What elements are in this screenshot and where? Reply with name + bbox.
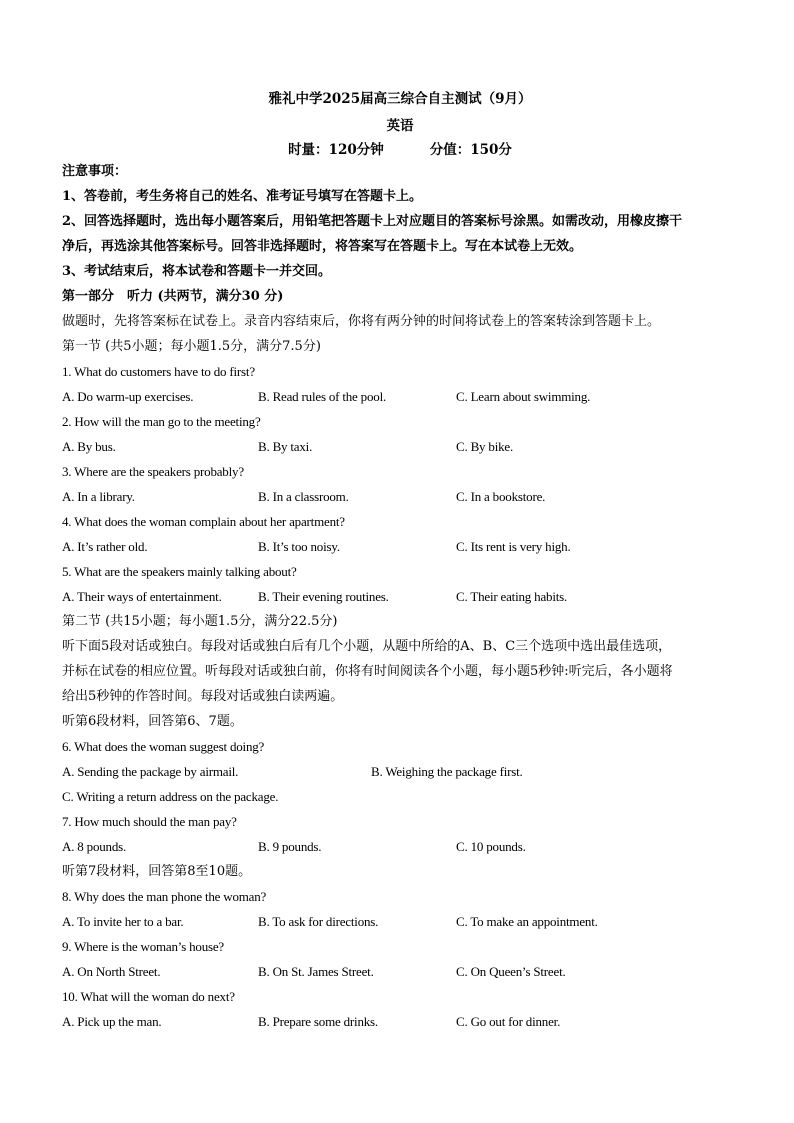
question-9: 9. Where is the woman’s house? [62, 939, 224, 954]
question-2: 2. How will the man go to the meeting? [62, 414, 261, 429]
exam-score: 分值：150分 [429, 142, 512, 158]
option-10-a: A. Pick up the man. [62, 1014, 162, 1029]
material-7-intro: 听第7段材料，回答第8至10题。 [62, 864, 252, 879]
option-2-b: B. By taxi. [258, 439, 313, 454]
question-1: 1. What do customers have to do first? [62, 364, 255, 379]
option-6-b: B. Weighing the package first. [371, 764, 523, 779]
option-9-c: C. On Queen’s Street. [456, 964, 566, 979]
section1-heading: 第一节 (共5小题；每小题1.5分，满分7.5分) [62, 339, 321, 354]
options-7 [62, 834, 738, 859]
section2-instruction-line-2: 并标在试卷的相应位置。听每段对话或独白前，你将有时间阅读各个小题，每小题5秒钟:听完后，各小题将 [62, 664, 673, 679]
notice-item-1: 1、答卷前，考生务将自己的姓名、准考证号填写在答题卡上。 [62, 189, 423, 204]
options-9 [62, 959, 738, 984]
question-10: 10. What will the woman do next? [62, 989, 235, 1004]
option-5-a: A. Their ways of entertainment. [62, 589, 222, 604]
question-8: 8. Why does the man phone the woman? [62, 889, 267, 904]
options-1 [62, 384, 738, 409]
notice-heading: 注意事项： [62, 164, 128, 179]
question-6: 6. What does the woman suggest doing? [62, 739, 265, 754]
page-content [62, 90, 738, 1034]
options-5 [62, 584, 738, 609]
option-1-a: A. Do warm-up exercises. [62, 389, 194, 404]
option-8-b: B. To ask for directions. [258, 914, 379, 929]
option-8-c: C. To make an appointment. [456, 914, 598, 929]
option-8-a: A. To invite her to a bar. [62, 914, 184, 929]
option-4-c: C. Its rent is very high. [456, 539, 571, 554]
question-3: 3. Where are the speakers probably? [62, 464, 244, 479]
option-7-c: C. 10 pounds. [456, 839, 526, 854]
option-1-c: C. Learn about swimming. [456, 389, 591, 404]
option-3-b: B. In a classroom. [258, 489, 349, 504]
part1-instruction: 做题时，先将答案标在试卷上。录音内容结束后，你将有两分钟的时间将试卷上的答案转涂到答题卡上。 [62, 314, 661, 329]
option-3-a: A. In a library. [62, 489, 135, 504]
options-3 [62, 484, 738, 509]
material-6-intro: 听第6段材料，回答第6、7题。 [62, 714, 243, 729]
option-5-b: B. Their evening routines. [258, 589, 389, 604]
notice-item-3: 3、考试结束后，将本试卷和答题卡一并交回。 [62, 264, 332, 279]
exam-title: 雅礼中学2025届高三综合自主测试（9月） [268, 91, 532, 107]
section2-instruction-line-3: 给出5秒钟的作答时间。每段对话或独白读两遍。 [62, 689, 344, 704]
options-6 [62, 759, 738, 784]
option-7-b: B. 9 pounds. [258, 839, 322, 854]
option-4-b: B. It’s too noisy. [258, 539, 340, 554]
option-1-b: B. Read rules of the pool. [258, 389, 387, 404]
exam-meta [62, 141, 738, 159]
options-4 [62, 534, 738, 559]
option-9-b: B. On St. James Street. [258, 964, 374, 979]
exam-time: 时量：120分钟 [288, 142, 384, 158]
option-2-c: C. By bike. [456, 439, 514, 454]
options-10 [62, 1009, 738, 1034]
section2-instruction-line-1: 听下面5段对话或独白。每段对话或独白后有几个小题，从题中所给的A、B、C三个选项中选出最佳选项， [62, 639, 672, 654]
part1-heading: 第一部分 听力 (共两节，满分30 分) [62, 289, 284, 304]
option-6-a: A. Sending the package by airmail. [62, 764, 239, 779]
option-5-c: C. Their eating habits. [456, 589, 568, 604]
question-4: 4. What does the woman complain about her apartment? [62, 514, 345, 529]
options-8 [62, 909, 738, 934]
options-2 [62, 434, 738, 459]
question-5: 5. What are the speakers mainly talking about? [62, 564, 297, 579]
section2-heading: 第二节 (共15小题；每小题1.5分，满分22.5分) [62, 614, 338, 629]
option-10-c: C. Go out for dinner. [456, 1014, 561, 1029]
option-3-c: C. In a bookstore. [456, 489, 546, 504]
option-10-b: B. Prepare some drinks. [258, 1014, 378, 1029]
notice-item-2-line-1: 2、回答选择题时，选出每小题答案后，用铅笔把答题卡上对应题目的答案标号涂黑。如需改动，用橡皮擦干 [62, 214, 683, 229]
option-6-c: C. Writing a return address on the package. [62, 789, 279, 804]
notice-item-2-line-2: 净后，再选涂其他答案标号。回答非选择题时，将答案写在答题卡上。写在本试卷上无效。 [62, 239, 583, 254]
option-2-a: A. By bus. [62, 439, 116, 454]
option-4-a: A. It’s rather old. [62, 539, 148, 554]
question-7: 7. How much should the man pay? [62, 814, 237, 829]
options-6-cont [62, 784, 738, 809]
option-7-a: A. 8 pounds. [62, 839, 127, 854]
option-9-a: A. On North Street. [62, 964, 161, 979]
exam-subject: 英语 [386, 118, 414, 134]
